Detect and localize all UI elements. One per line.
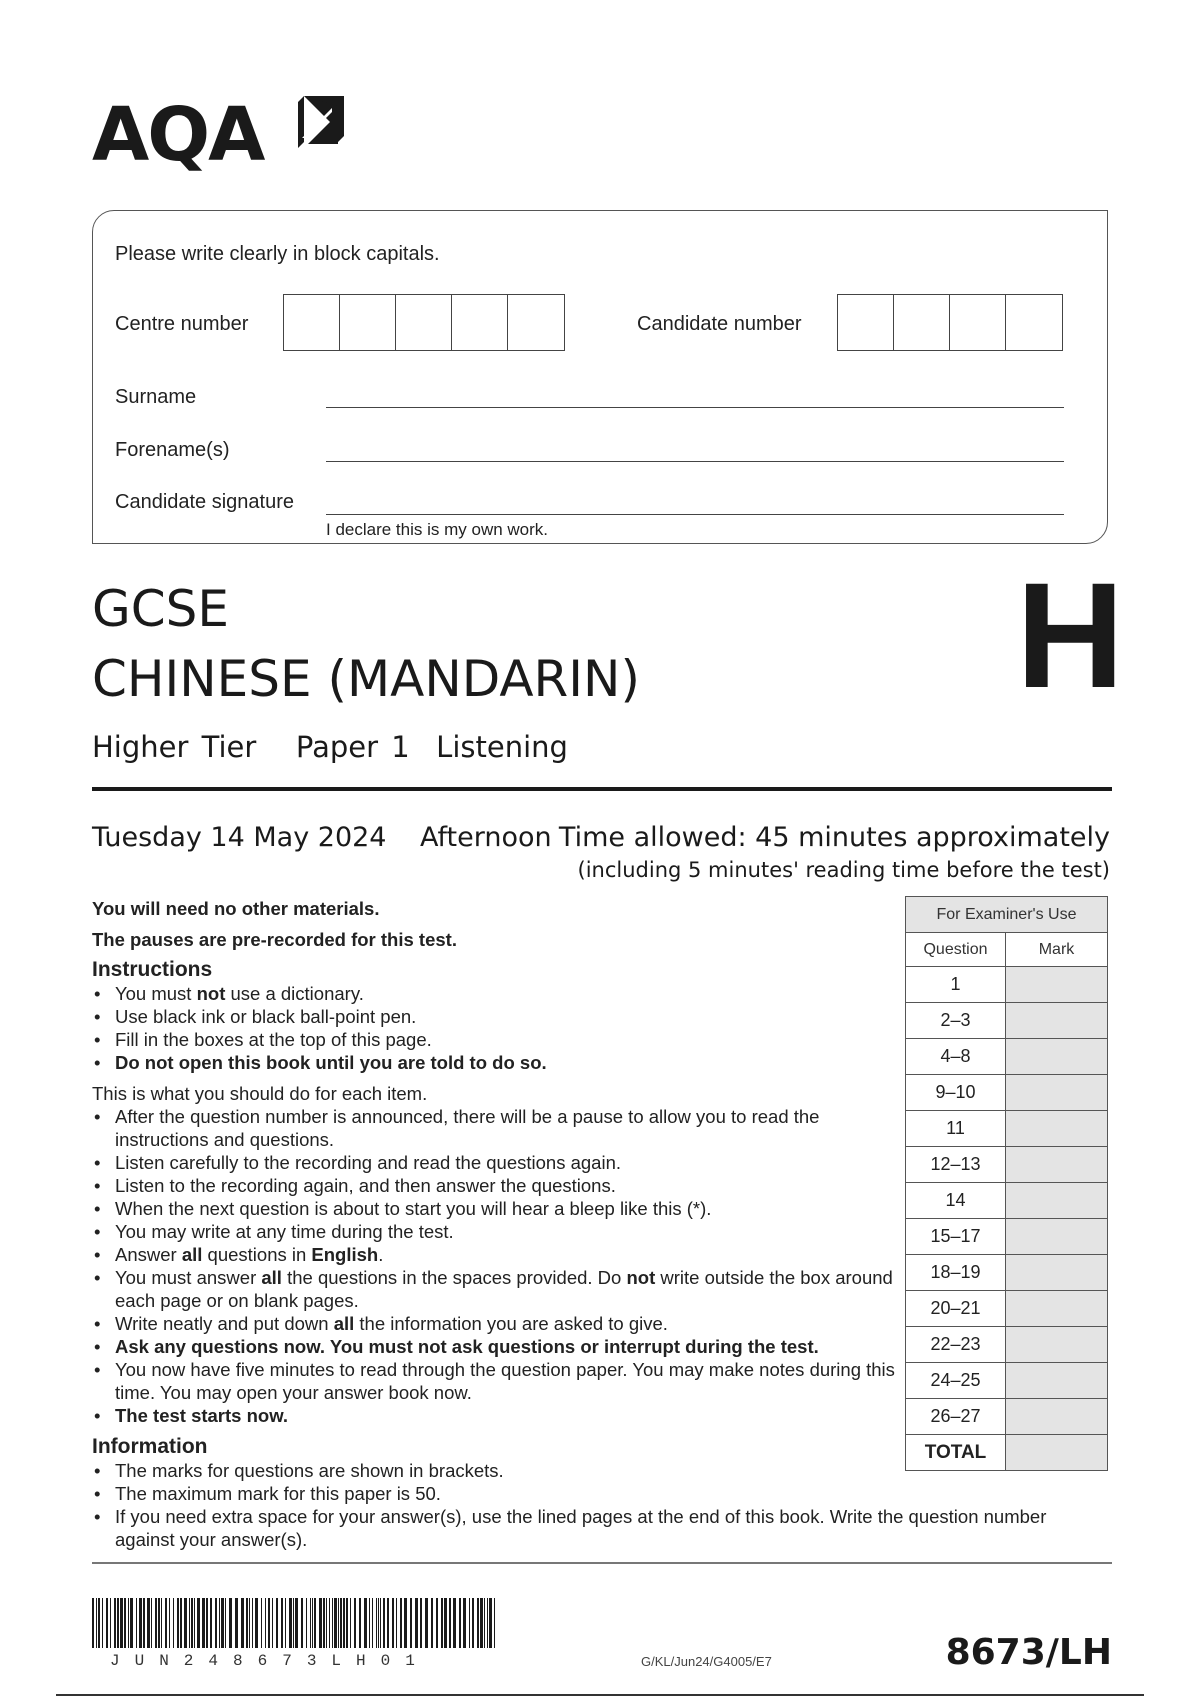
information-item [92,1482,1092,1505]
question-range: 12–13 [906,1147,1006,1183]
mark-cell [1006,1039,1108,1075]
declaration-text: I declare this is my own work. [326,520,549,539]
item-instruction-text: all [261,1267,282,1288]
mark-cell [1006,1255,1108,1291]
mark-cell [1006,1291,1108,1327]
total-row [906,1435,1108,1471]
instructions-general-list [92,982,900,1074]
item-instruction [92,1174,900,1197]
item-instruction-text: You may write at any time during the test. [115,1221,454,1242]
forenames-line[interactable] [326,461,1064,462]
item-instruction-text: Write neatly and put down [115,1313,334,1334]
subject-title: CHINESE (MANDARIN) [92,650,640,708]
examiners-use-title: For Examiner's Use [906,897,1108,933]
item-instruction-text: After the question number is announced, there will be a pause to allow you to read the instructions and questions. [115,1106,820,1150]
item-instruction-text: . [378,1244,384,1265]
mark-cell [1006,1399,1108,1435]
examiner-table-row [906,1183,1108,1219]
exam-session: Afternoon [420,822,552,853]
information-heading: Information [92,1435,208,1458]
mark-cell [1006,1363,1108,1399]
examiner-table-row [906,1003,1108,1039]
centre-number-boxes[interactable] [283,294,565,351]
mark-cell [1006,1219,1108,1255]
examiner-table-row [906,1291,1108,1327]
information-list [92,1459,1092,1551]
item-instruction-text: English [311,1244,379,1265]
instruction-item-text: not [196,983,226,1004]
instruction-item [92,1051,900,1074]
time-allowed: Time allowed: 45 minutes approximately [558,822,1110,853]
total-label: TOTAL [906,1435,1006,1471]
item-instruction-text: Listen carefully to the recording and read the questions again. [115,1152,621,1173]
item-instruction [92,1220,900,1243]
item-instruction-text: You now have five minutes to read through the question paper. You may make notes during this time. You may open your answer book now. [115,1359,895,1403]
question-range: 26–27 [906,1399,1006,1435]
instruction-item-text: use a dictionary. [225,983,364,1004]
mark-column-header: Mark [1006,933,1108,967]
barcode-icon [92,1598,502,1648]
item-instruction [92,1335,900,1358]
item-instruction-text: all [333,1313,355,1334]
candidate-number-digit[interactable] [950,295,1006,350]
item-instruction-text: write outside the box around each page or on blank pages. [115,1267,893,1311]
information-item-text: The maximum mark for this paper is 50. [115,1483,441,1504]
logo-text: AQA [92,92,264,178]
centre-number-digit[interactable] [340,295,396,350]
question-range: 24–25 [906,1363,1006,1399]
item-instruction-text: not [626,1267,656,1288]
aqa-logo [92,88,352,188]
mark-cell [1006,1003,1108,1039]
examiner-table-row [906,1111,1108,1147]
candidate-number-digit[interactable] [894,295,950,350]
examiner-table-row [906,1363,1108,1399]
examiner-table-row [906,1327,1108,1363]
centre-number-digit[interactable] [396,295,452,350]
candidate-number-boxes[interactable] [837,294,1063,351]
instruction-item [92,1005,900,1028]
question-range: 15–17 [906,1219,1006,1255]
tier-letter: H [1016,551,1125,719]
examiner-table-row [906,967,1108,1003]
instruction-item-text: Do not open this book until you are told to do so. [115,1052,547,1073]
item-instruction-text: Ask any questions now. You must not ask questions or interrupt during the test. [115,1336,819,1357]
paper-code: 8673/LH [945,1632,1112,1673]
title-divider [92,787,1112,791]
surname-label: Surname [115,386,197,408]
information-item-text: If you need extra space for your answer(s), use the lined pages at the end of this book. Write the question number against your answer(s). [115,1506,1047,1550]
mark-cell [1006,1147,1108,1183]
signature-line[interactable] [326,514,1064,515]
item-instruction-text: the questions in the spaces provided. Do [281,1267,627,1288]
instruction-item-text: Use black ink or black ball-point pen. [115,1006,417,1027]
examiner-table-row [906,1147,1108,1183]
forenames-label: Forename(s) [115,439,230,461]
mark-cell [1006,1327,1108,1363]
question-range: 18–19 [906,1255,1006,1291]
barcode-text: JUN248673LH01 [110,1652,430,1670]
examiner-table-row [906,1255,1108,1291]
document-reference: G/KL/Jun24/G4005/E7 [641,1654,772,1669]
question-range: 4–8 [906,1039,1006,1075]
question-range: 2–3 [906,1003,1006,1039]
item-instruction [92,1266,900,1312]
exam-date: Tuesday 14 May 2024 [92,822,387,853]
information-item-text: The marks for questions are shown in brackets. [115,1460,504,1481]
item-instruction [92,1404,900,1427]
centre-number-digit[interactable] [284,295,340,350]
candidate-number-digit[interactable] [838,295,894,350]
item-instruction [92,1243,900,1266]
item-instruction [92,1358,900,1404]
total-mark-cell [1006,1435,1108,1471]
candidate-number-label: Candidate number [637,313,802,335]
surname-line[interactable] [326,407,1064,408]
materials-note: You will need no other materials. [92,898,380,919]
item-instruction [92,1197,900,1220]
candidate-number-digit[interactable] [1006,295,1062,350]
each-item-intro: This is what you should do for each item. [92,1083,428,1104]
item-instruction [92,1151,900,1174]
item-instruction-text: Listen to the recording again, and then answer the questions. [115,1175,616,1196]
mark-cell [1006,1075,1108,1111]
footer-divider [92,1562,1112,1564]
qualification-title: GCSE [92,580,229,638]
item-instruction-text: You must answer [115,1267,262,1288]
mark-cell [1006,1111,1108,1147]
item-instruction [92,1105,900,1151]
examiner-table-row [906,1219,1108,1255]
centre-number-digit[interactable] [452,295,508,350]
instructions-each-item-list [92,1105,900,1427]
mark-cell [1006,967,1108,1003]
question-range: 22–23 [906,1327,1006,1363]
instruction-item [92,982,900,1005]
instruction-item-text: Fill in the boxes at the top of this page. [115,1029,432,1050]
logo-mark-icon [294,92,346,150]
question-range: 20–21 [906,1291,1006,1327]
examiner-table-row [906,1039,1108,1075]
page-bottom-rule [56,1694,1144,1696]
item-instruction-text: When the next question is about to start you will hear a bleep like this (*). [115,1198,712,1219]
examiner-table-row [906,1399,1108,1435]
question-range: 9–10 [906,1075,1006,1111]
candidate-details-box [92,210,1108,544]
item-instruction-text: The test starts now. [115,1405,289,1426]
centre-number-label: Centre number [115,313,249,335]
tier-paper-label: Higher Tier Paper 1 Listening [92,730,568,764]
question-range: 1 [906,967,1006,1003]
time-note: (including 5 minutes' reading time before the test) [577,858,1110,882]
item-instruction-text: all [181,1244,203,1265]
question-column-header: Question [906,933,1006,967]
item-instruction-text: the information you are asked to give. [354,1313,668,1334]
question-range: 14 [906,1183,1006,1219]
instruction-item-text: You must [115,983,197,1004]
centre-number-digit[interactable] [508,295,564,350]
examiner-table-row [906,1075,1108,1111]
mark-cell [1006,1183,1108,1219]
block-capitals-instruction: Please write clearly in block capitals. [115,243,440,265]
instructions-heading: Instructions [92,958,213,981]
item-instruction-text: Answer [115,1244,182,1265]
examiners-use-table [905,896,1108,1471]
information-item [92,1505,1092,1551]
signature-label: Candidate signature [115,491,295,513]
item-instruction [92,1312,900,1335]
pauses-note: The pauses are pre-recorded for this test. [92,929,457,950]
instruction-item [92,1028,900,1051]
question-range: 11 [906,1111,1006,1147]
item-instruction-text: questions in [202,1244,312,1265]
